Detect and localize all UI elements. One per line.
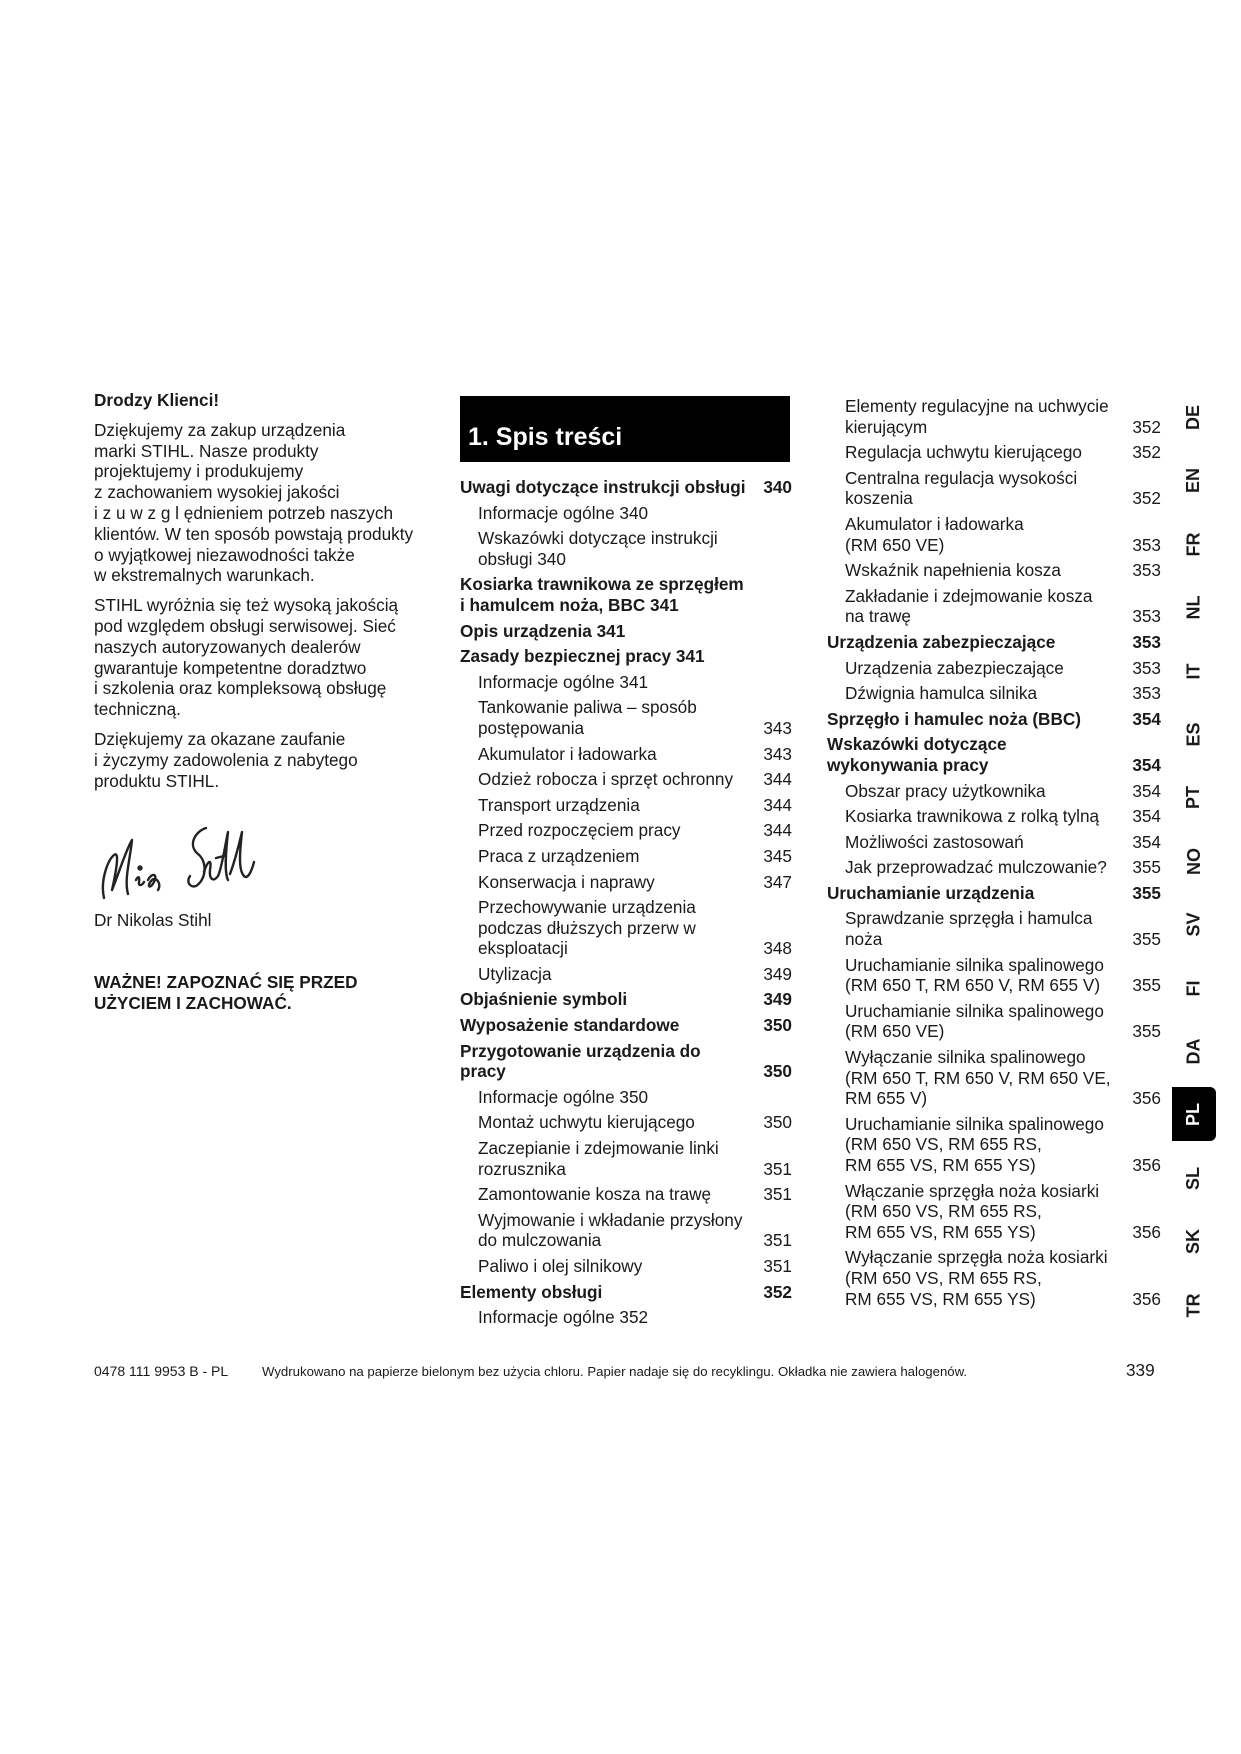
toc-entry-page: 355 bbox=[1132, 929, 1161, 950]
toc-subsection[interactable] bbox=[827, 586, 1161, 627]
toc-entry-title: Informacje ogólne 352 bbox=[478, 1307, 649, 1328]
toc-entry-page: 353 bbox=[1132, 683, 1161, 704]
toc-entry-page: 350 bbox=[763, 1112, 792, 1133]
toc-title-box bbox=[460, 396, 790, 462]
toc-entry-title: Jak przeprowadzać mulczowanie? bbox=[845, 857, 1107, 878]
signer-name: Dr Nikolas Stihl bbox=[94, 910, 212, 930]
language-tab-pt[interactable] bbox=[1172, 770, 1216, 824]
language-tab-label: ES bbox=[1183, 721, 1204, 747]
toc-entry-title: Urządzenia zabezpieczające bbox=[827, 631, 1056, 652]
toc-entry-title: Elementy obsługi bbox=[460, 1281, 603, 1302]
toc-subsection[interactable] bbox=[827, 683, 1161, 704]
toc-entry-title: Przechowywanie urządzenia podczas dłuższych przerw w eksploatacji bbox=[478, 897, 696, 959]
language-tab-label: PL bbox=[1183, 1102, 1204, 1126]
toc-subsection[interactable] bbox=[827, 658, 1161, 679]
toc-entry-title: Zaczepianie i zdejmowanie linki rozrusznika bbox=[478, 1138, 719, 1179]
letter-paragraph: Dziękujemy za zakup urządzenia marki STIHL. Nasze produkty projektujemy i produkujemy z zachowaniem wysokiej jakości i z u w z g l ędnieniem potrzeb naszych klientów. W ten sposób powstają produkty o wyjątkowej niezawodności także w ekstremalnych warunkach. bbox=[94, 419, 414, 586]
language-tab-pl[interactable] bbox=[1172, 1087, 1216, 1141]
toc-subsection[interactable] bbox=[827, 857, 1161, 878]
toc-subsection[interactable] bbox=[460, 820, 792, 841]
toc-entry-page: 349 bbox=[763, 989, 792, 1010]
toc-subsection[interactable] bbox=[460, 1210, 792, 1251]
toc-entry-title: Informacje ogólne 350 bbox=[478, 1086, 649, 1107]
language-tab-label: DA bbox=[1183, 1038, 1204, 1064]
toc-entry-title: Wyłączanie silnika spalinowego (RM 650 T, RM 650 V, RM 650 VE, RM 655 V) bbox=[845, 1047, 1111, 1109]
toc-subsection[interactable] bbox=[460, 795, 792, 816]
signature-image bbox=[90, 810, 260, 910]
toc-subsection[interactable] bbox=[827, 781, 1161, 802]
toc-entry-title: Wyłączanie sprzęgła noża kosiarki (RM 650 VS, RM 655 RS, RM 655 VS, RM 655 YS) bbox=[845, 1247, 1108, 1309]
toc-entry-title: Sprzęgło i hamulec noża (BBC) bbox=[827, 708, 1082, 729]
toc-section[interactable] bbox=[460, 1015, 792, 1036]
toc-entry-title: Akumulator i ładowarka bbox=[478, 743, 657, 764]
language-tab-es[interactable] bbox=[1172, 707, 1216, 761]
language-tab-tr[interactable] bbox=[1172, 1278, 1216, 1332]
toc-subsection[interactable] bbox=[460, 1184, 792, 1205]
language-tab-label: SV bbox=[1183, 911, 1204, 937]
language-tab-de[interactable] bbox=[1172, 390, 1216, 444]
toc-entry-page: 356 bbox=[1132, 1088, 1161, 1109]
toc-subsection[interactable] bbox=[460, 528, 792, 569]
toc-entry-page: 356 bbox=[1132, 1221, 1161, 1242]
language-tab-fr[interactable] bbox=[1172, 517, 1216, 571]
toc-section[interactable] bbox=[827, 709, 1161, 730]
toc-subsection[interactable] bbox=[460, 697, 792, 738]
language-tab-sv[interactable] bbox=[1172, 897, 1216, 951]
language-tab-nl[interactable] bbox=[1172, 580, 1216, 634]
toc-entry-page: 353 bbox=[1132, 657, 1161, 678]
toc-entry-title: Objaśnienie symboli bbox=[460, 989, 628, 1010]
toc-entry-title: Uruchamianie silnika spalinowego (RM 650 T, RM 650 V, RM 655 V) bbox=[845, 954, 1104, 996]
language-tab-label: SL bbox=[1183, 1166, 1204, 1190]
toc-entry-title: Uruchamianie urządzenia bbox=[827, 882, 1035, 903]
toc-subsection[interactable] bbox=[460, 1112, 792, 1133]
toc-entry-title: Dźwignia hamulca silnika bbox=[845, 683, 1038, 704]
toc-entry-title: Włączanie sprzęgła noża kosiarki (RM 650 VS, RM 655 RS, RM 655 VS, RM 655 YS) bbox=[845, 1180, 1100, 1242]
toc-entry-page: 353 bbox=[1132, 560, 1161, 581]
toc-section[interactable] bbox=[827, 734, 1161, 775]
toc-subsection[interactable] bbox=[460, 769, 792, 790]
toc-entry-page: 344 bbox=[763, 794, 792, 815]
footer-note: Wydrukowano na papierze bielonym bez użycia chloru. Papier nadaje się do recyklingu. Okładka nie zawiera halogenów. bbox=[262, 1364, 968, 1379]
toc-entry-page: 353 bbox=[1132, 534, 1161, 555]
toc-entry-title: Uruchamianie silnika spalinowego (RM 650 VS, RM 655 RS, RM 655 VS, RM 655 YS) bbox=[845, 1113, 1104, 1175]
letter-paragraph: STIHL wyróżnia się też wysoką jakością pod względem obsługi serwisowej. Sieć naszych autoryzowanych dealerów gwarantuje kompetentne doradztwo i szkolenia oraz kompleksową obsługę techniczną. bbox=[94, 595, 399, 720]
toc-entry-title: Opis urządzenia 341 bbox=[460, 620, 626, 641]
toc-subsection[interactable] bbox=[827, 832, 1161, 853]
toc-subsection[interactable] bbox=[460, 503, 792, 524]
toc-entry-title: Transport urządzenia bbox=[478, 794, 640, 815]
toc-entry-page: 354 bbox=[1132, 708, 1161, 729]
language-tab-label: IT bbox=[1183, 663, 1204, 679]
toc-entry-page: 353 bbox=[1132, 631, 1161, 652]
toc-subsection[interactable] bbox=[827, 1114, 1161, 1176]
toc-entry-page: 350 bbox=[763, 1015, 792, 1036]
toc-subsection[interactable] bbox=[460, 846, 792, 867]
toc-entry-title: Możliwości zastosowań bbox=[845, 831, 1024, 852]
toc-entry-title: Konserwacja i naprawy bbox=[478, 871, 655, 892]
language-tab-label: FI bbox=[1183, 980, 1204, 996]
toc-subsection[interactable] bbox=[827, 560, 1161, 581]
toc-entry-title: Kosiarka trawnikowa z rolką tylną bbox=[845, 806, 1100, 827]
toc-subsection[interactable] bbox=[827, 1001, 1161, 1042]
toc-section[interactable] bbox=[460, 989, 792, 1010]
language-tab-label: SK bbox=[1183, 1228, 1204, 1254]
toc-entry-page: 344 bbox=[763, 820, 792, 841]
greeting: Drodzy Klienci! bbox=[94, 390, 220, 410]
language-tab-label: NL bbox=[1183, 595, 1204, 619]
toc-entry-page: 344 bbox=[763, 769, 792, 790]
toc-entry-title: Uwagi dotyczące instrukcji obsługi bbox=[460, 477, 746, 497]
toc-entry-page: 354 bbox=[1132, 806, 1161, 827]
toc-entry-title: Wyposażenie standardowe bbox=[460, 1015, 680, 1036]
toc-subsection[interactable] bbox=[827, 442, 1161, 463]
toc-entry-page: 355 bbox=[1132, 975, 1161, 996]
toc-entry-title: Obszar pracy użytkownika bbox=[845, 780, 1046, 801]
toc-subsection[interactable] bbox=[460, 1307, 792, 1328]
toc-entry-page: 347 bbox=[763, 871, 792, 892]
toc-entry-page: 348 bbox=[763, 938, 792, 959]
toc-section[interactable] bbox=[827, 883, 1161, 904]
toc-entry-page: 351 bbox=[763, 1158, 792, 1179]
letter bbox=[94, 390, 424, 800]
toc-entry-title: Akumulator i ładowarka (RM 650 VE) bbox=[845, 513, 1024, 555]
toc-entry-page: 352 bbox=[1132, 442, 1161, 463]
toc-subsection[interactable] bbox=[460, 744, 792, 765]
page-number: 339 bbox=[1126, 1360, 1155, 1380]
toc-entry-title: Wskazówki dotyczące instrukcji obsługi 340 bbox=[478, 528, 718, 569]
toc-entry-title: Odzież robocza i sprzęt ochronny bbox=[478, 769, 734, 790]
toc-section[interactable] bbox=[460, 1282, 792, 1303]
toc-entry-page: 356 bbox=[1132, 1288, 1161, 1309]
toc-entry-page: 355 bbox=[1132, 857, 1161, 878]
toc-entry-page: 351 bbox=[763, 1256, 792, 1276]
toc-subsection[interactable] bbox=[827, 955, 1161, 996]
toc-entry-page: 352 bbox=[1132, 488, 1161, 509]
toc-entry-page: 343 bbox=[763, 743, 792, 764]
toc-entry-page: 351 bbox=[763, 1184, 792, 1205]
toc-entry-page: 351 bbox=[763, 1230, 792, 1251]
toc-section[interactable] bbox=[460, 477, 792, 498]
letter-paragraph: Dziękujemy za okazane zaufanie i życzymy zadowolenia z nabytego produktu STIHL. bbox=[94, 728, 358, 791]
toc-subsection[interactable] bbox=[827, 396, 1161, 437]
language-tab-sl[interactable] bbox=[1172, 1151, 1216, 1205]
toc-subsection[interactable] bbox=[827, 1047, 1161, 1109]
toc-entry-title: Wskaźnik napełnienia kosza bbox=[845, 560, 1061, 581]
toc-entry-title: Przed rozpoczęciem pracy bbox=[478, 820, 681, 841]
language-tab-da[interactable] bbox=[1172, 1024, 1216, 1078]
toc-entry-page: 343 bbox=[763, 717, 792, 738]
toc-entry-page: 354 bbox=[1132, 831, 1161, 852]
toc-entry-title: Tankowanie paliwa – sposób postępowania bbox=[478, 697, 697, 738]
toc-subsection[interactable] bbox=[460, 897, 792, 959]
language-tab-label: EN bbox=[1183, 467, 1204, 493]
toc-entry-title: Centralna regulacja wysokości koszenia bbox=[845, 467, 1078, 509]
toc-entry-title: Informacje ogólne 340 bbox=[478, 502, 649, 523]
toc-entry-title: Praca z urządzeniem bbox=[478, 845, 640, 866]
toc-entry-title: Zasady bezpiecznej pracy 341 bbox=[460, 646, 705, 667]
toc-entry-page: 352 bbox=[1132, 416, 1161, 437]
toc-entry-page: 349 bbox=[763, 963, 792, 984]
toc-title: 1. Spis treści bbox=[468, 423, 623, 451]
toc-entry-page: 354 bbox=[1132, 780, 1161, 801]
toc-subsection[interactable] bbox=[827, 514, 1161, 555]
language-tab-label: TR bbox=[1183, 1293, 1204, 1317]
toc-subsection[interactable] bbox=[460, 872, 792, 893]
toc-subsection[interactable] bbox=[460, 1256, 792, 1277]
toc-entry-title: Wyjmowanie i wkładanie przysłony do mulczowania bbox=[478, 1209, 743, 1251]
toc-subsection[interactable] bbox=[460, 672, 792, 693]
toc-column-2 bbox=[827, 396, 1161, 1314]
toc-subsection[interactable] bbox=[827, 1181, 1161, 1243]
footer-document-code: 0478 111 9953 B - PL bbox=[94, 1363, 229, 1379]
toc-entry-page: 354 bbox=[1132, 754, 1161, 775]
toc-section[interactable] bbox=[827, 632, 1161, 653]
language-tab-sk[interactable] bbox=[1172, 1214, 1216, 1268]
toc-entry-page: 350 bbox=[763, 1061, 792, 1082]
toc-entry-title: Regulacja uchwytu kierującego bbox=[845, 442, 1082, 463]
toc-section[interactable] bbox=[460, 646, 792, 667]
language-tab-en[interactable] bbox=[1172, 453, 1216, 507]
toc-entry-title: Utylizacja bbox=[478, 963, 552, 984]
toc-entry-title: Kosiarka trawnikowa ze sprzęgłem i hamulcem noża, BBC 341 bbox=[460, 574, 744, 615]
toc-entry-title: Zakładanie i zdejmowanie kosza na trawę bbox=[845, 585, 1093, 627]
language-tab-fi[interactable] bbox=[1172, 961, 1216, 1015]
toc-entry-title: Paliwo i olej silnikowy bbox=[478, 1256, 643, 1276]
toc-entry-title: Przygotowanie urządzenia do pracy bbox=[460, 1040, 701, 1082]
language-tab-label: NO bbox=[1183, 847, 1204, 875]
toc-subsection[interactable] bbox=[827, 806, 1161, 827]
toc-entry-title: Elementy regulacyjne na uchwycie kierującym bbox=[845, 396, 1109, 437]
toc-subsection[interactable] bbox=[460, 1138, 792, 1179]
toc-entry-page: 356 bbox=[1132, 1155, 1161, 1175]
toc-entry-page: 352 bbox=[763, 1281, 792, 1302]
toc-entry-title: Wskazówki dotyczące wykonywania pracy bbox=[827, 734, 1007, 775]
toc-entry-page: 340 bbox=[763, 477, 792, 497]
toc-subsection[interactable] bbox=[460, 1087, 792, 1108]
toc-entry-title: Montaż uchwytu kierującego bbox=[478, 1112, 695, 1133]
language-tab-label: PT bbox=[1183, 785, 1204, 809]
toc-entry-page: 345 bbox=[763, 845, 792, 866]
toc-entry-title: Urządzenia zabezpieczające bbox=[845, 657, 1064, 678]
toc-entry-title: Uruchamianie silnika spalinowego (RM 650 VE) bbox=[845, 1000, 1104, 1042]
toc-entry-page: 355 bbox=[1132, 882, 1161, 903]
toc-subsection[interactable] bbox=[460, 964, 792, 985]
toc-section[interactable] bbox=[460, 621, 792, 642]
toc-entry-title: Sprawdzanie sprzęgła i hamulca noża bbox=[845, 908, 1093, 950]
toc-section[interactable] bbox=[460, 574, 792, 615]
toc-entry-title: Zamontowanie kosza na trawę bbox=[478, 1184, 712, 1205]
toc-entry-page: 355 bbox=[1132, 1021, 1161, 1042]
language-tab-label: FR bbox=[1183, 532, 1204, 556]
language-tabs bbox=[1172, 396, 1216, 1346]
toc-column-1 bbox=[460, 477, 792, 1333]
toc-subsection[interactable] bbox=[827, 908, 1161, 949]
toc-entry-page: 353 bbox=[1132, 606, 1161, 627]
important-notice: WAŻNE! ZAPOZNAĆ SIĘ PRZED UŻYCIEM I ZACHOWAĆ. bbox=[94, 972, 358, 1013]
language-tab-it[interactable] bbox=[1172, 644, 1216, 698]
language-tab-no[interactable] bbox=[1172, 834, 1216, 888]
toc-subsection[interactable] bbox=[827, 1247, 1161, 1309]
toc-section[interactable] bbox=[460, 1041, 792, 1082]
toc-subsection[interactable] bbox=[827, 468, 1161, 509]
language-tab-label: DE bbox=[1183, 404, 1204, 430]
toc-entry-title: Informacje ogólne 341 bbox=[478, 671, 649, 692]
